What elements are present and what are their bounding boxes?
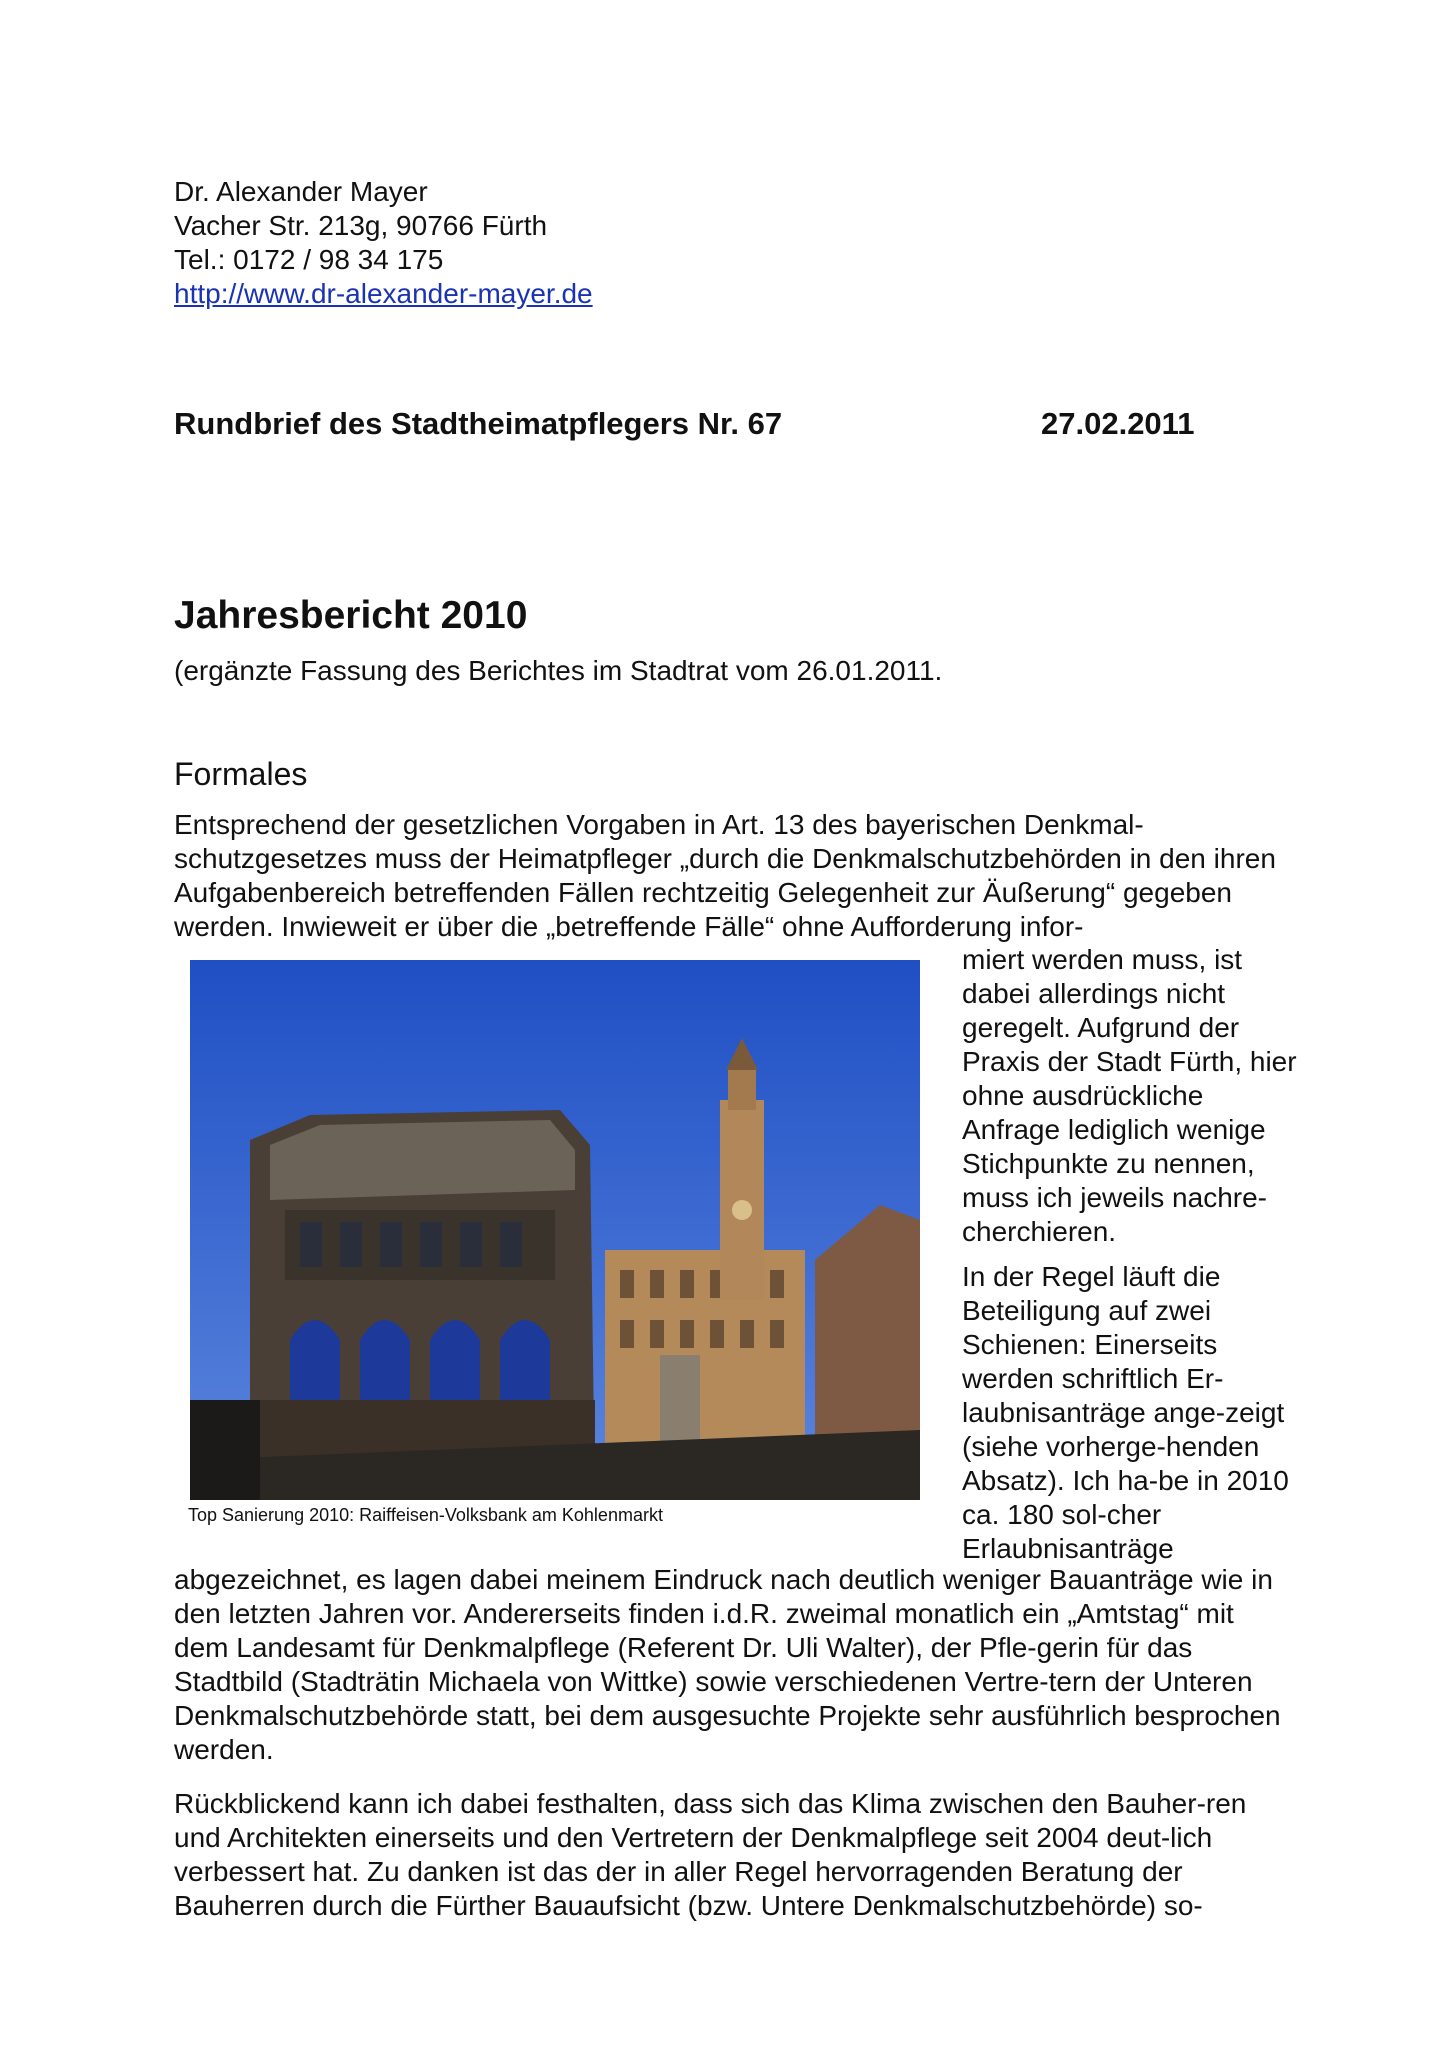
paragraph-amtstag: abgezeichnet, es lagen dabei meinem Eindruck nach deutlich weniger Bauanträge wie in den letzten Jahren vor. Andererseits finden i.d.R. zweimal monatlich ein „Amtstag“ mit dem Landesamt für Denkmalpflege (Referent Dr. Uli Walter), der Pfle-gerin für das Stadtbild (Stadträtin Michaela von Wittke) sowie verschiedenen Vertre-tern der Unteren Denkmalschutzbehörde statt, bei dem ausgesuchte Projekte sehr ausführlich besprochen werden.	[174, 1564, 1281, 1765]
author-street: Vacher Str. 213g, 90766 Fürth	[174, 210, 548, 241]
website-link[interactable]: http://www.dr-alexander-mayer.de	[174, 278, 593, 309]
report-title: Jahresbericht 2010	[174, 594, 528, 637]
author-phone: Tel.: 0172 / 98 34 175	[174, 244, 444, 275]
paragraph-review: Rückblickend kann ich dabei festhalten, dass sich das Klima zwischen den Bauher-ren und Architekten einerseits und den Vertretern der Denkmalpflege seit 2004 deut-lich verbessert hat. Zu danken ist das der in aller Regel hervorragenden Beratung der Bauherren durch die Fürther Bauaufsicht (bzw. Untere Denkmalschutzbehörde) so-	[174, 1788, 1247, 1921]
report-subtitle: (ergänzte Fassung des Berichtes im Stadtrat vom 26.01.2011.	[174, 655, 943, 686]
letterhead	[174, 175, 593, 311]
paragraph-side-1: miert werden muss, ist dabei allerdings nicht geregelt. Aufgrund der Praxis der Stadt Fürth, hier ohne ausdrückliche Anfrage lediglich wenige Stichpunkte zu nennen, muss ich jeweils nachre-cherchieren.	[962, 944, 1297, 1247]
newsletter-header	[174, 406, 1214, 442]
photo-caption: Top Sanierung 2010: Raiffeisen-Volksbank am Kohlenmarkt	[188, 1505, 663, 1525]
newsletter-title: Rundbrief des Stadtheimatpflegers Nr. 67	[174, 406, 783, 441]
section-heading: Formales	[174, 756, 308, 792]
paragraph-side-2: In der Regel läuft die Beteiligung auf zwei Schienen: Einerseits werden schriftlich Er-laubnisanträge ange-zeigt (siehe vorherge-henden Absatz). Ich ha-be in 2010 ca. 180 sol-cher Erlaubnisanträge	[962, 1261, 1289, 1564]
paragraph-intro: Entsprechend der gesetzlichen Vorgaben in Art. 13 des bayerischen Denkmal-schutzgesetzes muss der Heimatpfleger „durch die Denkmalschutzbehörden in den ihren Aufgabenbereich betreffenden Fällen rechtzeitig Gelegenheit zur Äußerung“ gegeben werden. Inwieweit er über die „betreffende Fälle“ ohne Aufforderung infor-	[174, 809, 1276, 942]
town-hall-photo	[190, 960, 920, 1500]
author-name: Dr. Alexander Mayer	[174, 176, 428, 207]
newsletter-date: 27.02.2011	[1041, 406, 1195, 441]
